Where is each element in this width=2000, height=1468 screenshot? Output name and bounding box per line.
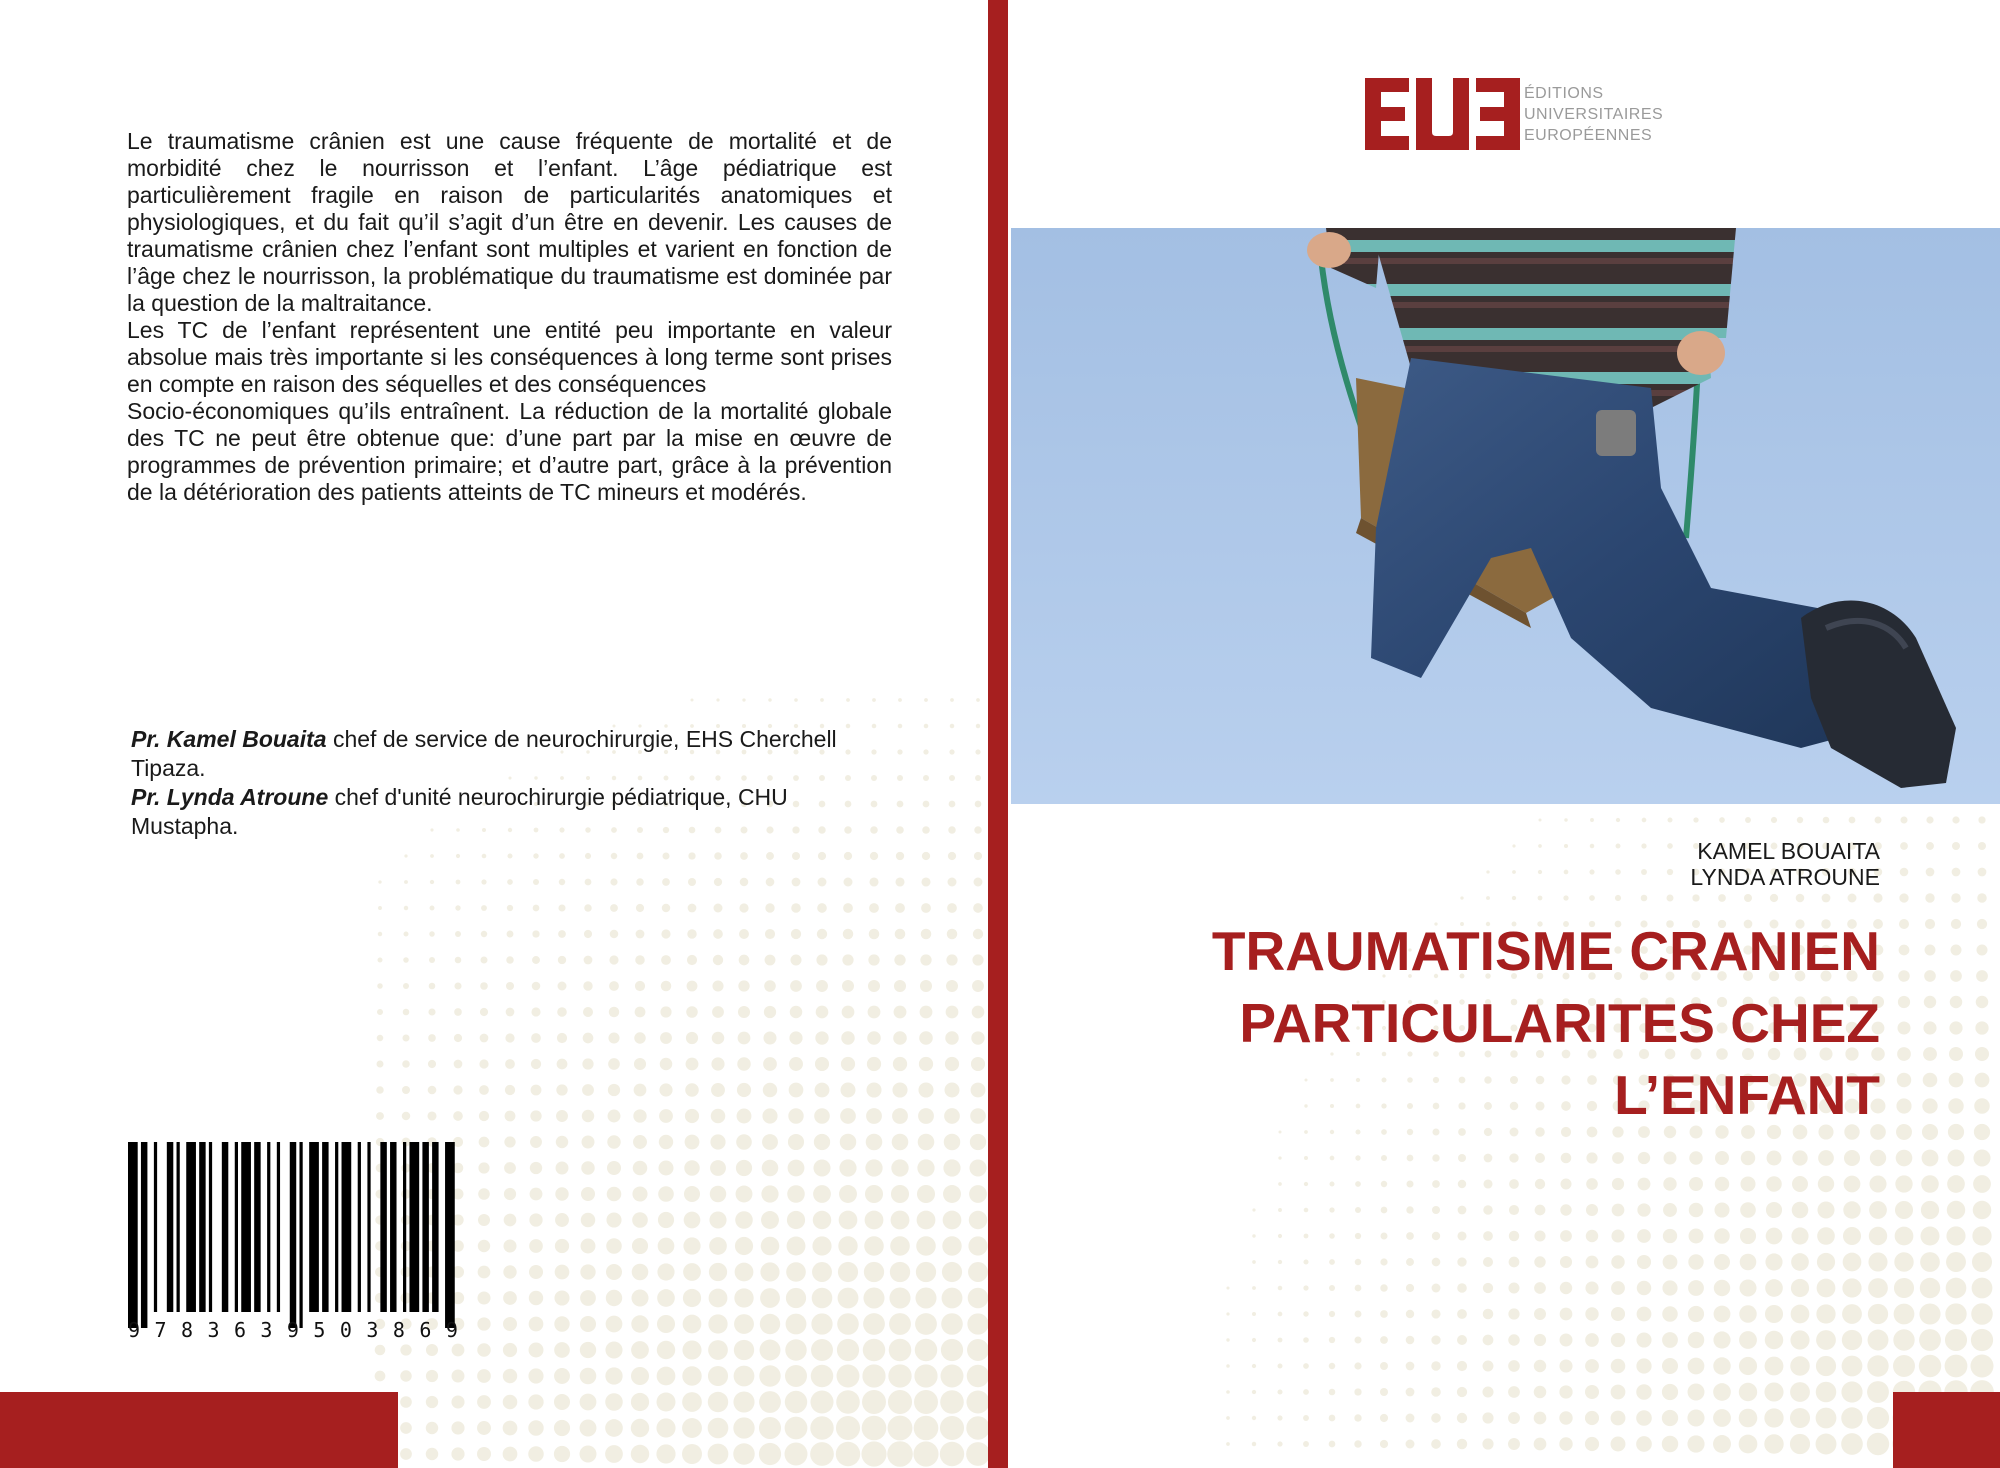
back-cover-blurb [127,128,892,506]
back-cover-red-band [0,1392,398,1468]
barcode-digit: 8 [180,1318,194,1342]
spine-red-bar [988,0,1008,1468]
front-cover-red-band [1893,1392,2000,1468]
publisher-name-line: ÉDITIONS [1524,85,1604,102]
cover-authors [1690,838,1880,890]
barcode-digit: 3 [207,1318,220,1342]
book-title [1020,915,1880,1131]
author-bio-name: Pr. Lynda Atroune [131,784,329,810]
author-bio-role: chef de service de neurochirurgie, EHS Cherchell Tipaza. [131,726,837,781]
barcode-digit: 6 [419,1318,432,1342]
book-title-line: TRAUMATISME CRANIEN [1211,920,1880,982]
barcode-icon [128,1142,458,1328]
blurb-paragraph: Les TC de l’enfant représentent une entité peu importante en valeur absolue mais très importante si les conséquences à long terme sont prises en compte en raison des séquelles et des conséquences [127,317,892,397]
book-title-line: L’ENFANT [1614,1064,1880,1126]
publisher-name-line: UNIVERSITAIRES [1524,106,1664,123]
barcode-digit: 9 [286,1318,299,1342]
book-title-line: PARTICULARITES CHEZ [1239,992,1880,1054]
publisher-name-line: EUROPÉENNES [1524,127,1653,144]
barcode-digits [128,1318,458,1342]
barcode-digit: 8 [392,1318,405,1342]
author-bios [131,725,891,841]
author-bio-name: Pr. Kamel Bouaita [131,726,327,752]
blurb-paragraph: Socio-économiques qu’ils entraînent. La réduction de la mortalité globale des TC ne peut être obtenue que: d’une part par la mise en œuvre de programmes de prévention primaire; et d’autre part, grâce à la prévention de la détérioration des patients atteints de TC mineurs et modérés. [127,398,892,505]
barcode-digit: 0 [339,1318,352,1342]
cover-photo [1011,228,2000,804]
cover-author-name: KAMEL BOUAITA [1697,838,1880,864]
barcode-digit: 7 [154,1318,167,1342]
barcode-digit: 9 [445,1318,458,1342]
barcode-digit: 3 [366,1318,379,1342]
barcode-digit: 3 [260,1318,273,1342]
barcode-digit: 9 [128,1318,141,1342]
author-bio [131,783,891,841]
blurb-paragraph: Le traumatisme crânien est une cause fréquente de mortalité et de morbidité chez le nourrisson et l’enfant. L’âge pédiatrique est particulièrement fragile en raison de particularités anatomiques et physiologiques, et du fait qu’il s’agit d’un être en devenir. Les causes de traumatisme crânien chez l’enfant sont multiples et varient en fonction de l’âge chez le nourrisson, la problématique du traumatisme est dominée par la question de la maltraitance. [127,128,892,316]
publisher-name [1524,83,1663,146]
cover-author-name: LYNDA ATROUNE [1690,864,1880,890]
barcode-digit: 5 [313,1318,326,1342]
author-bio-role: chef d'unité neurochirurgie pédiatrique, CHU Mustapha. [131,784,788,839]
barcode-digit: 6 [233,1318,246,1342]
author-bio [131,725,891,783]
